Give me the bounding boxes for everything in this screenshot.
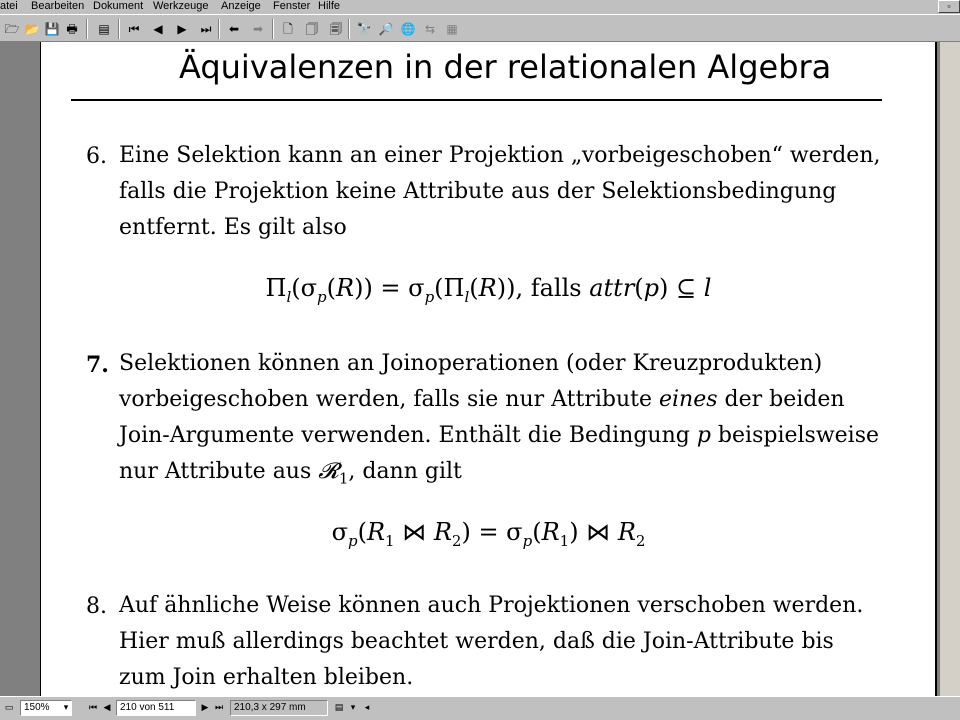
menu-fenster[interactable]: Fenster bbox=[273, 0, 311, 12]
status-bar bbox=[0, 696, 960, 720]
page-view-icon[interactable]: ▤ bbox=[98, 22, 110, 36]
next-page-icon[interactable]: ▶ bbox=[177, 22, 187, 36]
search-icon[interactable]: 🔎 bbox=[378, 22, 394, 36]
print-icon[interactable]: 🖶 bbox=[66, 22, 78, 36]
page-icon: ▭ bbox=[4, 703, 14, 713]
toolbar-separator bbox=[348, 19, 350, 39]
page-size-field: 210,3 x 297 mm bbox=[230, 700, 328, 716]
page-number-field[interactable]: 210 von 511 bbox=[116, 700, 196, 716]
web-icon[interactable]: 🌐 bbox=[400, 22, 416, 36]
item-6-line: falls die Projektion keine Attribute aus der Selektionsbedingung bbox=[119, 179, 837, 204]
toolbar-separator bbox=[86, 19, 88, 39]
item-8-line: zum Join erhalten bleiben. bbox=[119, 665, 414, 690]
forward-icon[interactable]: ➡ bbox=[252, 22, 264, 36]
first-page-icon[interactable]: ⏮ bbox=[128, 22, 140, 36]
layout-dropdown-icon[interactable]: ▾ bbox=[350, 703, 356, 713]
item-6-line: Eine Selektion kann an einer Projektion „vorbeigeschoben“ werden, bbox=[119, 143, 881, 168]
document-viewport[interactable] bbox=[0, 42, 960, 696]
item-8-line: Hier muß allerdings beachtet werden, daß die Join-Attribute bis bbox=[119, 629, 834, 654]
layout-icon[interactable]: ▤ bbox=[334, 703, 344, 713]
scroll-left-icon[interactable]: ◂ bbox=[364, 703, 370, 713]
toolbar-separator bbox=[218, 19, 220, 39]
prev-page-button[interactable]: ◀ bbox=[103, 703, 111, 713]
item-7-line: Selektionen können an Joinoperationen (oder Kreuzprodukten) bbox=[119, 351, 823, 376]
zoom-field[interactable]: 150% bbox=[20, 700, 72, 716]
item-7-number: 7. bbox=[86, 352, 109, 378]
prev-page-icon[interactable]: ◀ bbox=[153, 22, 163, 36]
item-6-text bbox=[119, 138, 919, 246]
document-page bbox=[40, 42, 937, 696]
facing-pages-icon[interactable]: 🗐 bbox=[330, 22, 342, 36]
back-icon[interactable]: ⬅ bbox=[228, 22, 240, 36]
continuous-page-icon[interactable]: 🗍 bbox=[306, 22, 318, 36]
open-icon[interactable]: 📂 bbox=[24, 22, 40, 36]
toolbar bbox=[0, 14, 960, 42]
last-page-icon[interactable]: ⏭ bbox=[200, 22, 212, 36]
menu-bearbeiten[interactable]: Bearbeiten bbox=[31, 0, 85, 12]
menu-hilfe[interactable]: Hilfe bbox=[318, 0, 341, 12]
item-7-line: nur Attribute aus 𝓡$_1$, dann gilt bbox=[119, 459, 462, 488]
item-8-number: 8. bbox=[86, 594, 107, 619]
menu-dokument[interactable]: Dokument bbox=[93, 0, 144, 12]
zoom-dropdown-icon[interactable]: ▾ bbox=[63, 703, 69, 713]
item-6-number: 6. bbox=[86, 144, 107, 169]
link-icon[interactable]: ⇆ bbox=[424, 22, 436, 36]
single-page-icon[interactable]: 🗋 bbox=[283, 22, 293, 36]
restore-window-button[interactable]: ▫ bbox=[938, 0, 960, 13]
menu-datei[interactable]: atei bbox=[0, 0, 18, 12]
next-page-button[interactable]: ▶ bbox=[201, 703, 209, 713]
item-7-text bbox=[119, 346, 919, 496]
first-page-button[interactable]: ⏮ bbox=[88, 703, 98, 713]
item-8-line: Auf ähnliche Weise können auch Projektionen verschoben werden. bbox=[119, 593, 864, 618]
vertical-scrollbar[interactable] bbox=[940, 42, 960, 696]
item-7-line: vorbeigeschoben werden, falls sie nur Attribute eines der beiden bbox=[119, 387, 845, 412]
item-6-line: entfernt. Es gilt also bbox=[119, 215, 347, 240]
open-folder-icon[interactable]: 🗁 bbox=[4, 22, 20, 36]
save-icon[interactable]: 💾 bbox=[44, 22, 60, 36]
slide-title: Äquivalenzen in der relationalen Algebra bbox=[179, 48, 832, 86]
item-8-text bbox=[119, 588, 919, 696]
menu-werkzeuge[interactable]: Werkzeuge bbox=[153, 0, 209, 12]
find-icon[interactable]: 🔭 bbox=[356, 22, 372, 36]
thumbnail-icon[interactable]: ▦ bbox=[446, 22, 458, 36]
formula-selection-join: $\sigma_p(R_1$ ⋈ $R_2) = \sigma_p(R_1)$ ⋈ $R_2$ bbox=[331, 518, 646, 550]
formula-projection-selection: $\Pi_l(\sigma_p(R)) = \sigma_p(\Pi_l(R))$, falls attr(p) ⊆ l bbox=[265, 274, 712, 306]
toolbar-separator bbox=[118, 19, 120, 39]
toolbar-separator bbox=[272, 19, 274, 39]
menu-bar bbox=[0, 0, 960, 14]
menu-anzeige[interactable]: Anzeige bbox=[221, 0, 261, 12]
item-7-line: Join-Argumente verwenden. Enthält die Bedingung p beispielsweise bbox=[119, 423, 880, 448]
last-page-button[interactable]: ⏭ bbox=[214, 703, 224, 713]
title-divider bbox=[71, 99, 882, 101]
